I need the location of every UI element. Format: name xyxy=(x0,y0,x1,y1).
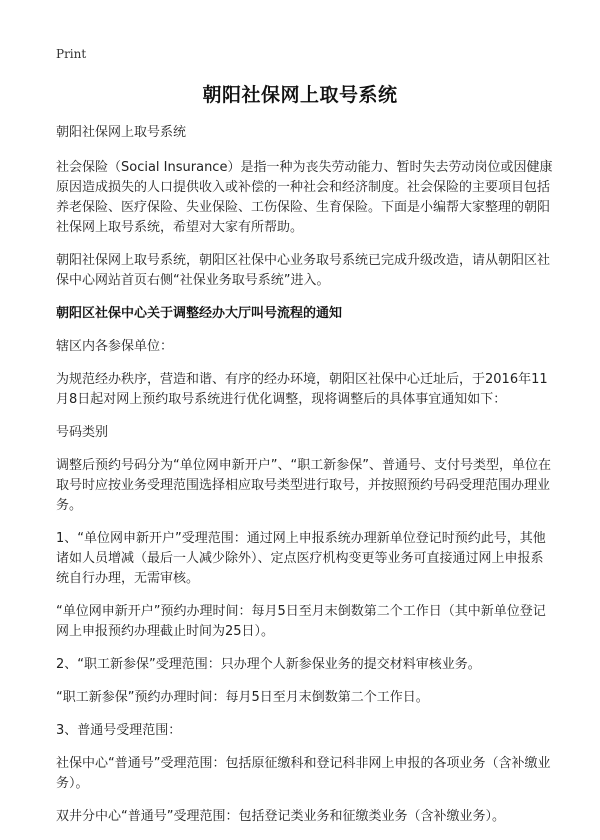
section-number-types: 号码类别 xyxy=(56,425,109,440)
paragraph-item-2-scope: 2、“职工新参保”受理范围：只办理个人新参保业务的提交材料审核业务。 xyxy=(56,657,481,672)
paragraph-item-3-center: 社保中心“普通号”受理范围：包括原征缴科和登记科非网上申报的各项业务（含补缴业务）。 xyxy=(56,756,551,791)
paragraph-item-2-time: “职工新参保”预约办理时间：每月5日至月末倒数第二个工作日。 xyxy=(56,690,429,705)
paragraph-social-insurance: 社会保险（Social Insurance）是指一种为丧失劳动能力、暂时失去劳动岗位或因健康原因造成损失的人口提供收入或补偿的一种社会和经济制度。社会保险的主要项目包括养老保险、医疗保险、失业保险、工伤保险、生育保险。下面是小编帮大家整理的朝阳社保网上取号系统，希望对大家有所帮助。 xyxy=(56,160,553,235)
paragraph-purpose: 为规范经办秩序，营造和谐、有序的经办环境，朝阳区社保中心迁址后，于2016年11月8日起对网上预约取号系统进行优化调整，现将调整后的具体事宜通知如下： xyxy=(56,372,548,407)
print-link[interactable]: Print xyxy=(56,47,87,61)
paragraph-addressee: 辖区内各参保单位： xyxy=(56,339,174,354)
paragraph-item-1-time: “单位网申新开户”预约办理时间：每月5日至月末倒数第二个工作日（其中新单位登记网上申报预约办理截止时间为25日）。 xyxy=(56,604,546,639)
paragraph-upgrade-notice: 朝阳社保网上取号系统，朝阳区社保中心业务取号系统已完成升级改造，请从朝阳区社保中心网站首页右侧“社保业务取号系统”进入。 xyxy=(56,253,551,288)
paragraph-item-3-heading: 3、普通号受理范围： xyxy=(56,723,182,738)
paragraph-item-1-scope: 1、“单位网申新开户”受理范围：通过网上申报系统办理新单位登记时预约此号，其他诸如人员增减（最后一人减少除外）、定点医疗机构变更等业务可直接通过网上申报系统自行办理，无需审核。 xyxy=(56,531,546,586)
page-title: 朝阳社保网上取号系统 xyxy=(202,84,398,106)
intro-subtitle: 朝阳社保网上取号系统 xyxy=(56,125,187,140)
notice-heading: 朝阳区社保中心关于调整经办大厅叫号流程的通知 xyxy=(56,306,343,321)
paragraph-number-types: 调整后预约号码分为“单位网申新开户”、“职工新参保”、普通号、支付号类型，单位在取号时应按业务受理范围选择相应取号类型进行取号，并按照预约号码受理范围办理业务。 xyxy=(56,458,551,513)
article-body xyxy=(56,123,556,840)
paragraph-item-3-shuangjing: 双井分中心“普通号”受理范围：包括登记类业务和征缴类业务（含补缴业务）。 xyxy=(56,809,505,824)
